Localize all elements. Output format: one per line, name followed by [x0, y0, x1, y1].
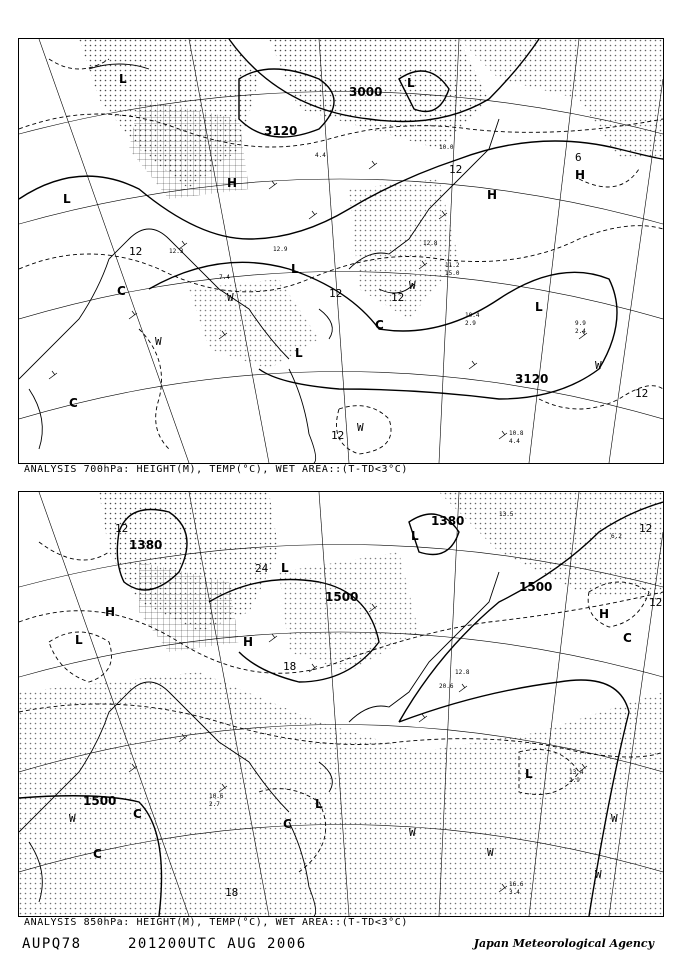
- low-center: L: [525, 767, 533, 781]
- high-center: H: [105, 605, 116, 619]
- cold-center: C: [117, 284, 126, 298]
- low-center: L: [535, 300, 543, 314]
- valid-time: 201200UTC AUG 2006: [128, 936, 307, 952]
- warm-center: W: [409, 826, 416, 839]
- temp-label: 12: [635, 387, 649, 400]
- height-label-1500-east: 1500: [519, 580, 553, 594]
- temp-label: 24: [255, 562, 269, 575]
- station-value: 10.4: [465, 312, 480, 319]
- temp-label: 12: [115, 522, 129, 535]
- cold-center: C: [69, 396, 78, 410]
- height-label-3120-south: 3120: [515, 372, 549, 386]
- warm-center: W: [611, 812, 618, 825]
- height-label-3000: 3000: [349, 85, 383, 99]
- low-center: L: [411, 529, 419, 543]
- caption-850hpa: ANALYSIS 850hPa: HEIGHT(M), TEMP(°C), WET AREA::(T-TD<3°C): [24, 917, 408, 928]
- low-center: L: [295, 346, 303, 360]
- low-center: L: [291, 262, 299, 276]
- temp-label: 12: [331, 429, 345, 442]
- station-value: 10.6: [209, 793, 224, 800]
- height-label-3120-north: 3120: [264, 124, 298, 138]
- cold-center: C: [283, 817, 292, 831]
- station-value: 12.8: [455, 669, 470, 676]
- height-label-1380-east: 1380: [431, 514, 465, 528]
- station-value: 10.8: [509, 430, 524, 437]
- cold-center: C: [623, 631, 632, 645]
- map-700hpa-svg: [19, 39, 663, 463]
- warm-center: W: [155, 335, 162, 348]
- warm-center: W: [227, 291, 234, 304]
- station-value: 13.4: [569, 769, 584, 776]
- low-center: L: [315, 797, 323, 811]
- bulletin-code: AUPQ78: [22, 936, 82, 952]
- station-value: 11.2: [445, 262, 460, 269]
- warm-center: W: [69, 812, 76, 825]
- temp-label: 12: [329, 287, 343, 300]
- warm-center: W: [595, 359, 602, 372]
- height-label-1500-center: 1500: [325, 590, 359, 604]
- low-center: L: [281, 561, 289, 575]
- warm-center: W: [409, 279, 416, 292]
- temp-label: 12: [639, 522, 653, 535]
- station-value: 9.9: [575, 320, 586, 327]
- height-label-1500-west: 1500: [83, 794, 117, 808]
- wet-area-shading: [19, 492, 663, 916]
- warm-center: W: [357, 421, 364, 434]
- high-center: H: [575, 168, 586, 182]
- map-850hpa-svg: [19, 492, 663, 916]
- height-label-1380-west: 1380: [129, 538, 163, 552]
- station-value: 2.4: [575, 328, 586, 335]
- analysis-850hpa-map: [18, 491, 664, 917]
- cold-center: C: [133, 807, 142, 821]
- station-value: 2.9: [465, 320, 476, 327]
- cold-center: C: [93, 847, 102, 861]
- high-center: H: [243, 635, 254, 649]
- high-center: H: [227, 176, 238, 190]
- temp-label: 12: [649, 596, 663, 609]
- station-value: 12.8: [423, 240, 438, 247]
- station-value: 2.9: [569, 777, 580, 784]
- low-center: L: [119, 72, 127, 86]
- station-value: 4.4: [509, 438, 520, 445]
- station-value: 3.4: [509, 889, 520, 896]
- temp-label: 12: [449, 163, 463, 176]
- low-center: L: [63, 192, 71, 206]
- temp-label: 12: [129, 245, 143, 258]
- agency-name: Japan Meteorological Agency: [473, 937, 654, 950]
- station-value: 13.5: [499, 511, 514, 518]
- station-value: 20.6: [439, 683, 454, 690]
- warm-center: W: [487, 846, 494, 859]
- station-value: 12.9: [273, 246, 288, 253]
- station-value: 10.0: [439, 144, 454, 151]
- high-center: H: [599, 607, 610, 621]
- station-value: 6.2: [611, 533, 622, 540]
- warm-center: W: [595, 868, 602, 881]
- high-center: H: [487, 188, 498, 202]
- station-value: 16.6: [509, 881, 524, 888]
- temp-label: 18: [225, 886, 239, 899]
- station-value: 2.7: [209, 801, 220, 808]
- temp-label: 18: [283, 660, 297, 673]
- temp-label: 6: [575, 151, 582, 164]
- wind-barbs: [49, 161, 587, 439]
- analysis-700hpa-map: [18, 38, 664, 464]
- caption-700hpa: ANALYSIS 700hPa: HEIGHT(M), TEMP(°C), WET AREA::(T-TD<3°C): [24, 464, 408, 475]
- station-value: 7.4: [219, 274, 230, 281]
- cold-center: C: [375, 318, 384, 332]
- station-value: 15.0: [445, 270, 460, 277]
- station-value: 4.4: [315, 152, 326, 159]
- station-value: 12.3: [169, 248, 184, 255]
- low-center: L: [407, 76, 415, 90]
- low-center: L: [75, 633, 83, 647]
- temp-label: 12: [391, 291, 405, 304]
